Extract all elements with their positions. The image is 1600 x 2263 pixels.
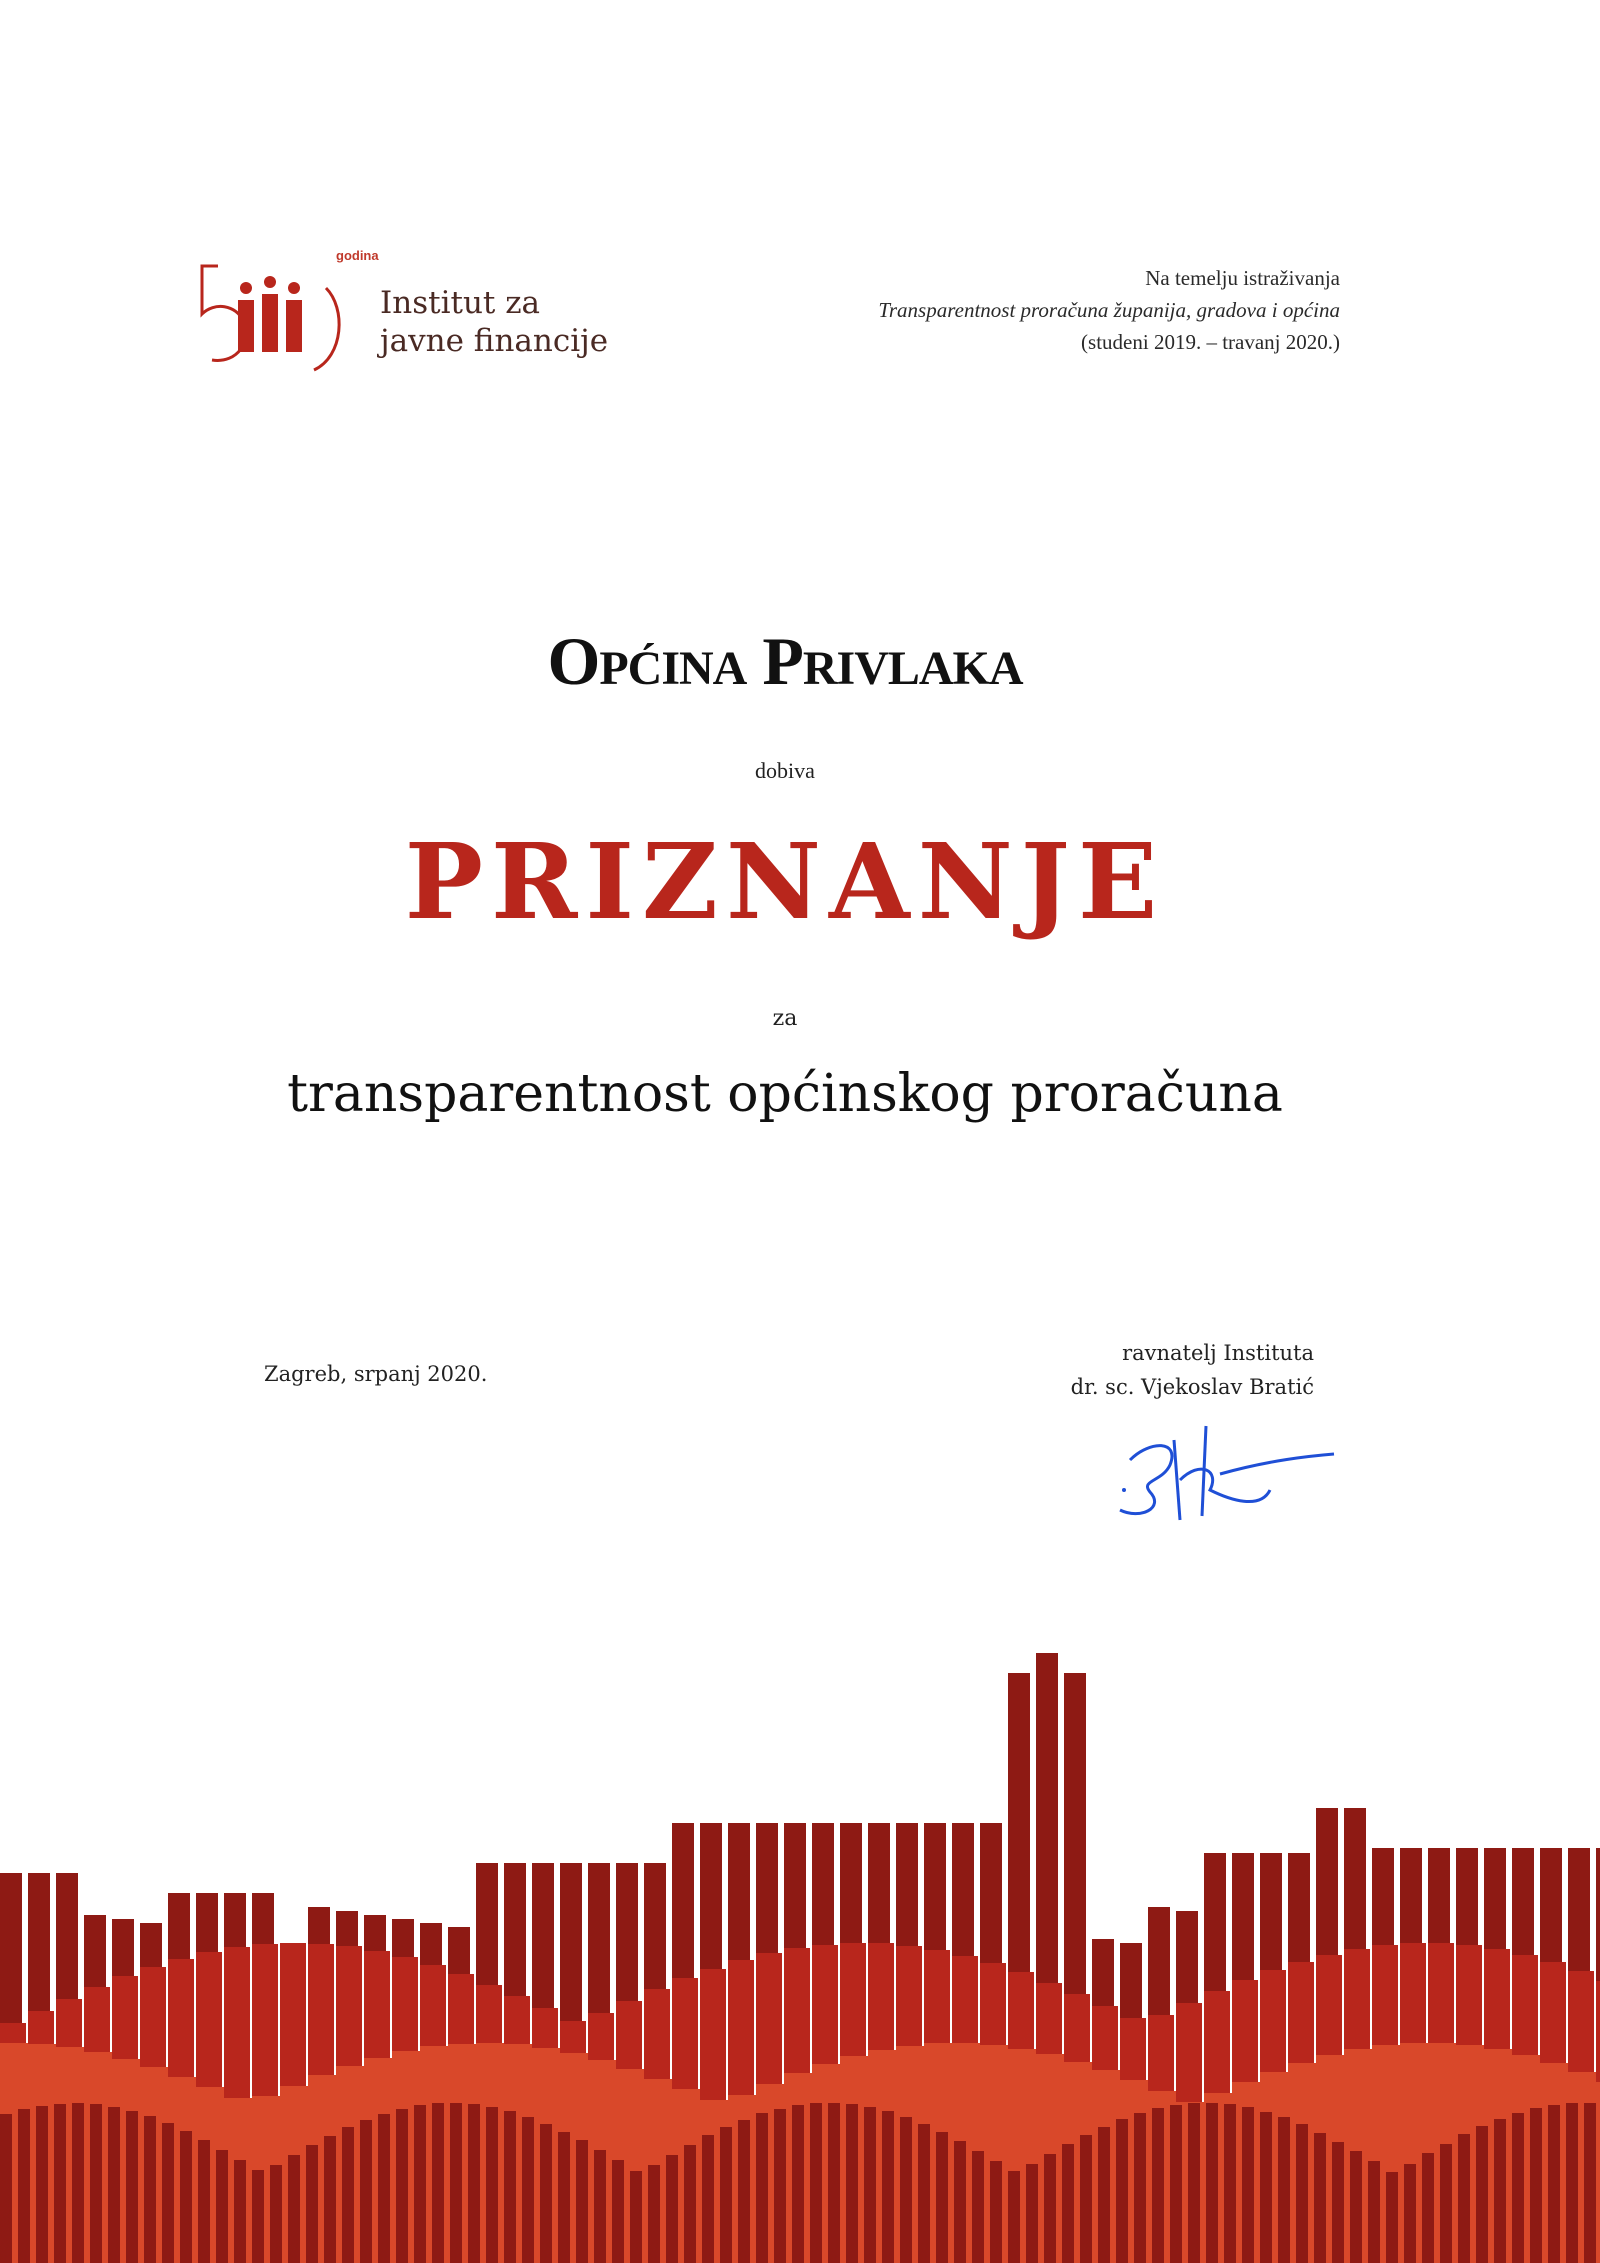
skyline-bar xyxy=(270,2165,282,2263)
skyline-bar xyxy=(1566,2103,1578,2263)
skyline-bar xyxy=(342,2127,354,2263)
institute-name xyxy=(380,284,608,360)
skyline-bar xyxy=(0,2114,12,2263)
skyline-decoration xyxy=(0,1613,1600,2263)
skyline-bar xyxy=(468,2104,480,2263)
award-title: PRIZNANJE xyxy=(404,820,1166,943)
skyline-bar xyxy=(936,2132,948,2263)
skyline-bar xyxy=(450,2103,462,2263)
skyline-bar xyxy=(324,2136,336,2263)
skyline-bar xyxy=(36,2106,48,2263)
skyline-bar xyxy=(1404,2164,1416,2263)
skyline-bar xyxy=(1152,2108,1164,2263)
skyline-bar xyxy=(918,2124,930,2263)
skyline-bar xyxy=(774,2109,786,2263)
skyline-bar xyxy=(1278,2117,1290,2263)
skyline-bar xyxy=(1242,2107,1254,2263)
skyline-bar xyxy=(612,2160,624,2263)
skyline-bar xyxy=(792,2105,804,2263)
skyline-bar xyxy=(378,2114,390,2263)
research-intro: Na temelju istraživanja xyxy=(1145,266,1340,290)
skyline-bar xyxy=(576,2140,588,2263)
skyline-bar xyxy=(90,2104,102,2263)
receives-label: dobiva xyxy=(755,758,815,783)
skyline-bar xyxy=(1296,2124,1308,2263)
skyline-bar xyxy=(486,2107,498,2263)
skyline-bar xyxy=(1224,2104,1236,2263)
skyline-bar xyxy=(684,2145,696,2263)
skyline-bar xyxy=(126,2111,138,2263)
skyline-bar xyxy=(522,2117,534,2263)
skyline-bar xyxy=(1350,2151,1362,2263)
skyline-bar xyxy=(252,2170,264,2263)
skyline-bar xyxy=(756,2113,768,2263)
research-period: (studeni 2019. – travanj 2020.) xyxy=(1081,330,1340,354)
research-reference xyxy=(878,262,1340,358)
skyline-bar xyxy=(1440,2144,1452,2263)
skyline-bar xyxy=(1080,2135,1092,2263)
skyline-bar xyxy=(540,2124,552,2263)
institute-logo xyxy=(196,248,616,378)
skyline-bar xyxy=(432,2103,444,2263)
skyline-bar xyxy=(648,2165,660,2263)
skyline-bar xyxy=(666,2155,678,2263)
skyline-bar xyxy=(234,2160,246,2263)
skyline-bar xyxy=(1596,2082,1600,2263)
skyline-bar xyxy=(288,2155,300,2263)
skyline-bar xyxy=(162,2123,174,2263)
skyline-bar xyxy=(630,2171,642,2263)
skyline-bar xyxy=(108,2107,120,2263)
skyline-bar xyxy=(1026,2164,1038,2263)
skyline-bar xyxy=(1206,2103,1218,2263)
skyline-bar xyxy=(18,2109,30,2263)
director-block xyxy=(1071,1336,1314,1404)
skyline-bar xyxy=(900,2117,912,2263)
skyline-bar xyxy=(1458,2134,1470,2263)
skyline-bar xyxy=(1044,2154,1056,2263)
skyline-bar xyxy=(1260,2112,1272,2263)
skyline-bar xyxy=(216,2150,228,2263)
skyline-bar xyxy=(1368,2161,1380,2263)
logo-50-years-emblem xyxy=(196,248,346,378)
skyline-bar xyxy=(1584,2103,1596,2263)
skyline-bar xyxy=(1098,2127,1110,2263)
skyline-bar xyxy=(1188,2103,1200,2263)
skyline-bar xyxy=(954,2141,966,2263)
skyline-bar xyxy=(306,2145,318,2263)
skyline-bar xyxy=(198,2140,210,2263)
skyline-bar xyxy=(504,2111,516,2263)
skyline-bar xyxy=(1116,2119,1128,2263)
institute-name-line2: javne financije xyxy=(380,323,609,359)
skyline-bar xyxy=(738,2120,750,2263)
skyline-bar xyxy=(1170,2105,1182,2263)
skyline-bar xyxy=(1314,2133,1326,2263)
skyline-bar xyxy=(810,2103,822,2263)
director-signature xyxy=(1110,1420,1340,1530)
award-purpose: transparentnost općinskog proračuna xyxy=(287,1064,1283,1124)
skyline-bar xyxy=(414,2105,426,2263)
skyline-bar xyxy=(1512,2113,1524,2263)
skyline-bar xyxy=(702,2135,714,2263)
skyline-bar xyxy=(1008,2171,1020,2263)
skyline-bar xyxy=(72,2103,84,2263)
director-title: ravnatelj Instituta xyxy=(1122,1341,1314,1365)
recipient-name: Općina Privlaka xyxy=(547,623,1023,699)
skyline-bar xyxy=(1548,2105,1560,2263)
institute-name-line1: Institut za xyxy=(380,285,541,321)
skyline-bar xyxy=(594,2150,606,2263)
skyline-bar xyxy=(1530,2108,1542,2263)
skyline-bar xyxy=(1062,2144,1074,2263)
skyline-bar xyxy=(1386,2172,1398,2263)
skyline-bar xyxy=(828,2103,840,2263)
logo-years-label: godina xyxy=(336,248,379,263)
skyline-bar xyxy=(360,2120,372,2263)
for-label: za xyxy=(772,1006,798,1031)
skyline-bar xyxy=(972,2151,984,2263)
skyline-bar xyxy=(558,2132,570,2263)
place-date: Zagreb, srpanj 2020. xyxy=(264,1362,488,1386)
skyline-bar xyxy=(54,2104,66,2263)
skyline-bar xyxy=(396,2109,408,2263)
skyline-bar xyxy=(144,2116,156,2263)
skyline-bar xyxy=(864,2107,876,2263)
research-title: Transparentnost proračuna županija, gradova i općina xyxy=(878,298,1340,322)
skyline-bar xyxy=(180,2131,192,2263)
skyline-bar xyxy=(882,2111,894,2263)
skyline-bar xyxy=(1476,2126,1488,2263)
skyline-bar xyxy=(1134,2113,1146,2263)
skyline-bar xyxy=(1494,2119,1506,2263)
skyline-bar xyxy=(990,2161,1002,2263)
director-name: dr. sc. Vjekoslav Bratić xyxy=(1070,1375,1314,1399)
skyline-bar xyxy=(846,2104,858,2263)
skyline-bar xyxy=(1332,2142,1344,2263)
skyline-bar xyxy=(720,2127,732,2263)
skyline-bar xyxy=(1422,2153,1434,2263)
